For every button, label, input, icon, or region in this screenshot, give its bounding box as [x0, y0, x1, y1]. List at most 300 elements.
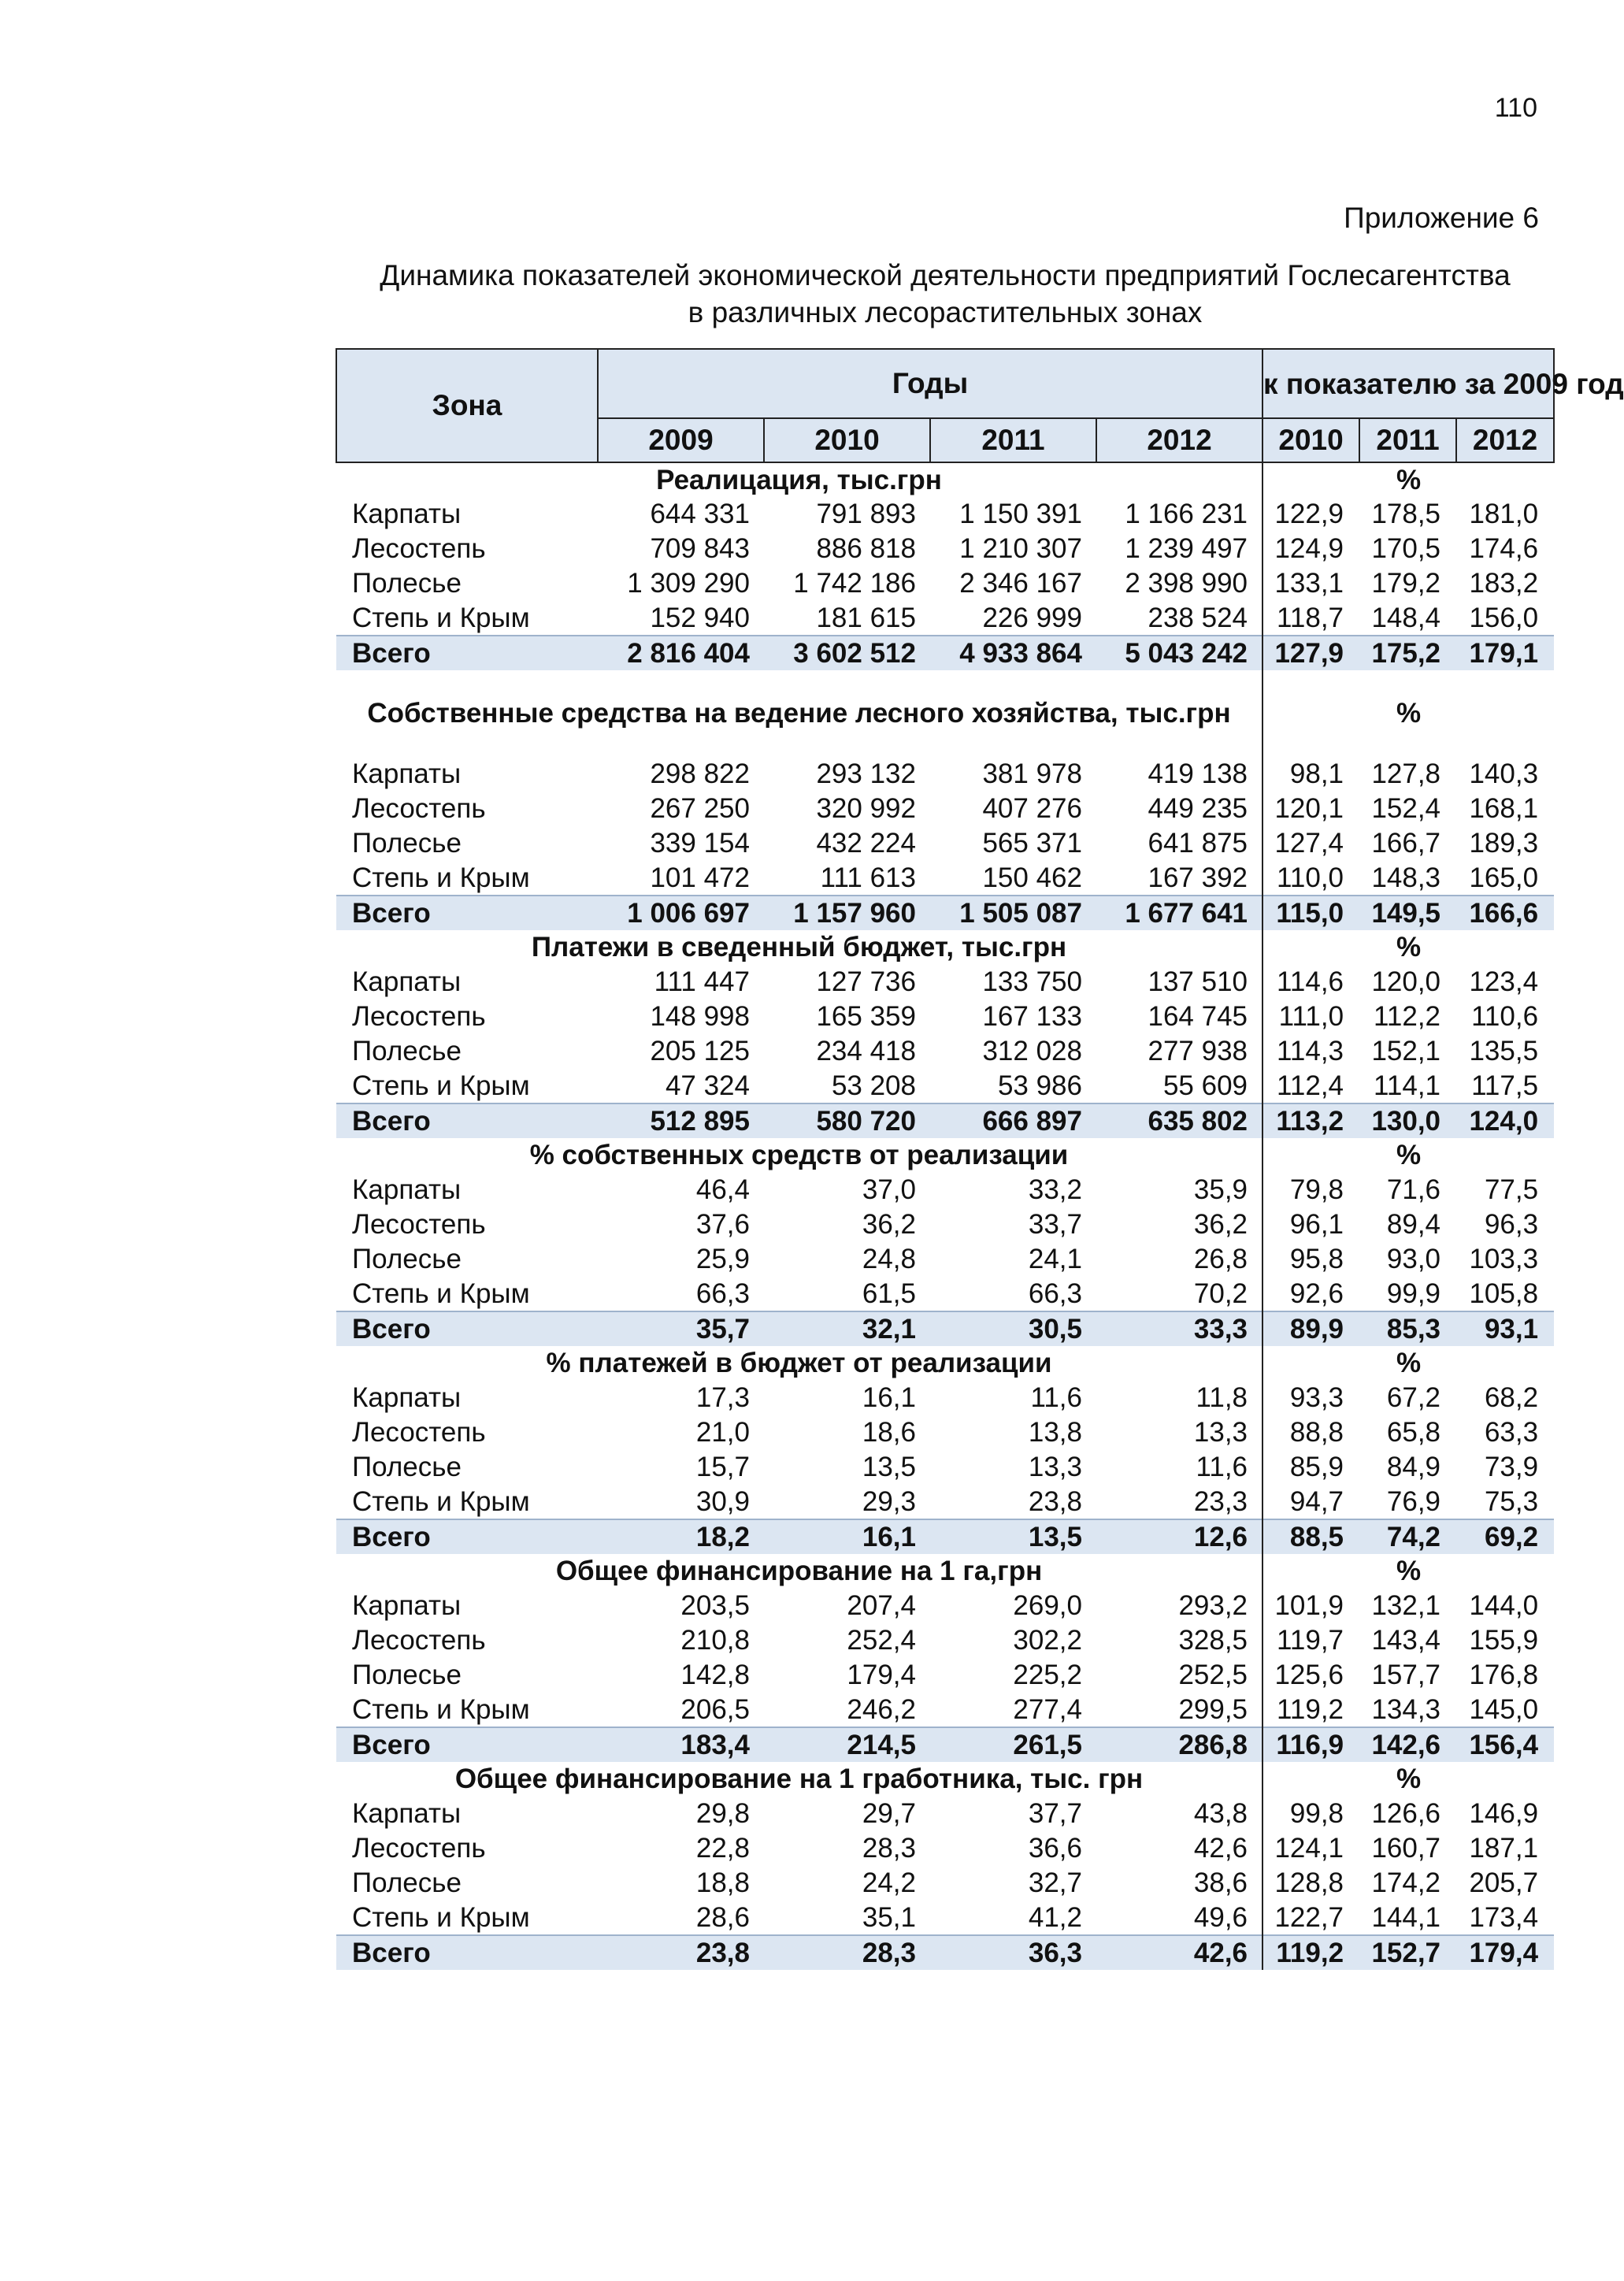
index-cell: 148,4: [1371, 602, 1441, 633]
zone-cell: Всего: [336, 1727, 598, 1762]
value-cell: 29,7: [862, 1798, 916, 1829]
indicators-table: [336, 348, 1624, 1970]
value-cell: 35,7: [598, 1311, 764, 1346]
index-cell: 99,9: [1386, 1278, 1441, 1309]
value-cell: 61,5: [862, 1278, 916, 1309]
value-cell: 24,1: [1028, 1244, 1082, 1274]
value-cell: 11,8: [1096, 1381, 1262, 1415]
section-title: Платежи в сведенный бюджет, тыс.грн: [336, 930, 1262, 965]
total-row: [336, 1727, 1554, 1762]
index-cell: 183,2: [1469, 568, 1539, 599]
value-cell: 267 250: [650, 793, 750, 824]
index-cell: 155,9: [1469, 1625, 1539, 1656]
index-cell: 124,1: [1274, 1833, 1344, 1864]
value-cell: 580 720: [764, 1103, 930, 1138]
index-cell: 181,0: [1469, 499, 1539, 529]
section-title: Общее финансирование на 1 га,грн: [336, 1554, 1262, 1589]
table-row: [336, 1415, 1554, 1450]
value-cell: 137 510: [1096, 965, 1262, 1000]
index-cell: 79,8: [1289, 1174, 1344, 1205]
value-cell: 1 309 290: [627, 568, 750, 599]
index-cell: 98,1: [1289, 758, 1344, 789]
value-cell: 165 359: [816, 1001, 916, 1032]
index-cell: 112,2: [1374, 1001, 1441, 1032]
index-cell: 135,5: [1469, 1036, 1539, 1066]
index-cell: 156,0: [1469, 602, 1539, 633]
value-cell: 37,7: [1028, 1798, 1082, 1829]
table-row: [336, 1797, 1554, 1831]
index-cell: 122,7: [1274, 1901, 1344, 1933]
index-cell: 112,4: [1277, 1070, 1344, 1101]
table-row: [336, 1000, 1554, 1034]
value-cell: 791 893: [816, 499, 916, 529]
index-cell: 120,0: [1371, 966, 1441, 997]
value-cell: 53 208: [831, 1070, 916, 1101]
index-cell: 179,1: [1456, 636, 1554, 670]
table-row: [336, 1381, 1554, 1415]
table-row: [336, 1901, 1554, 1935]
value-cell: 26,8: [1096, 1242, 1262, 1277]
zone-cell: Степь и Крым: [352, 1693, 530, 1725]
value-cell: 277,4: [1013, 1693, 1082, 1725]
header-year: 2011: [930, 418, 1096, 462]
index-cell: 149,5: [1359, 896, 1456, 930]
index-cell: 156,4: [1456, 1727, 1554, 1762]
index-cell: 115,0: [1262, 896, 1359, 930]
index-cell: 127,9: [1262, 636, 1359, 670]
table-row: [336, 1831, 1554, 1866]
value-cell: 181 615: [816, 602, 916, 633]
value-cell: 32,7: [1028, 1867, 1082, 1898]
section-title: Реалицация, тыс.грн: [336, 462, 1262, 497]
value-cell: 22,8: [695, 1833, 750, 1864]
value-cell: 226 999: [982, 602, 1082, 633]
index-cell: 152,4: [1371, 793, 1441, 824]
index-cell: 92,6: [1289, 1278, 1344, 1309]
index-cell: 157,7: [1371, 1660, 1441, 1690]
zone-cell: Полесье: [352, 1452, 462, 1482]
value-cell: 28,6: [695, 1901, 750, 1933]
value-cell: 133 750: [982, 966, 1082, 997]
value-cell: 70,2: [1096, 1277, 1262, 1311]
value-cell: 49,6: [1096, 1901, 1262, 1935]
index-cell: 116,9: [1262, 1727, 1359, 1762]
zone-cell: Лесостепь: [352, 533, 486, 564]
zone-cell: Степь и Крым: [352, 1278, 530, 1309]
value-cell: 66,3: [1028, 1278, 1082, 1309]
header-index: к показателю за 2009 год: [1262, 349, 1554, 418]
table-row: [336, 497, 1554, 532]
value-cell: 101 472: [650, 862, 750, 893]
index-cell: 77,5: [1484, 1174, 1539, 1205]
index-cell: 117,5: [1471, 1070, 1539, 1101]
index-cell: 143,4: [1371, 1625, 1441, 1656]
document-title: [299, 257, 1591, 331]
value-cell: 419 138: [1096, 757, 1262, 792]
value-cell: 66,3: [695, 1278, 750, 1309]
value-cell: 666 897: [930, 1103, 1096, 1138]
index-cell: 120,1: [1274, 793, 1344, 824]
table-row: [336, 1485, 1554, 1519]
value-cell: 299,5: [1096, 1693, 1262, 1727]
section-title: % собственных средств от реализации: [336, 1138, 1262, 1173]
value-cell: 30,9: [695, 1485, 750, 1517]
value-cell: 1 505 087: [930, 896, 1096, 930]
index-cell: 134,3: [1371, 1693, 1441, 1725]
section-unit: %: [1396, 932, 1422, 962]
total-row: [336, 1311, 1554, 1346]
value-cell: 179,4: [847, 1660, 916, 1690]
value-cell: 252,5: [1096, 1658, 1262, 1693]
value-cell: 13,8: [1028, 1417, 1082, 1448]
index-cell: 144,1: [1371, 1901, 1441, 1933]
total-row: [336, 636, 1554, 670]
section-header: [336, 1138, 1554, 1173]
index-cell: 96,1: [1289, 1209, 1344, 1240]
index-cell: 176,8: [1469, 1660, 1539, 1690]
index-cell: 160,7: [1371, 1833, 1441, 1864]
table-row: [336, 792, 1554, 826]
index-cell: 85,3: [1359, 1311, 1456, 1346]
value-cell: 407 276: [982, 793, 1082, 824]
section-unit: %: [1396, 1764, 1422, 1794]
total-row: [336, 1935, 1554, 1970]
header-year: 2009: [598, 418, 764, 462]
section-title: Общее финансирование на 1 гработника, тыс. грн: [336, 1762, 1262, 1797]
value-cell: 635 802: [1096, 1103, 1262, 1138]
index-cell: 123,4: [1469, 966, 1539, 997]
value-cell: 111 447: [654, 966, 750, 997]
value-cell: 293 132: [816, 758, 916, 789]
index-cell: 101,9: [1274, 1590, 1344, 1621]
table-row: [336, 826, 1554, 861]
zone-cell: Всего: [336, 1519, 598, 1554]
value-cell: 1 742 186: [793, 568, 916, 599]
value-cell: 277 938: [1096, 1034, 1262, 1069]
section-header: [336, 1346, 1554, 1381]
index-cell: 93,3: [1289, 1382, 1344, 1413]
index-cell: 146,9: [1469, 1798, 1539, 1829]
value-cell: 298 822: [650, 758, 750, 789]
section-header: [336, 462, 1554, 497]
table-row: [336, 1207, 1554, 1242]
table-row: [336, 1866, 1554, 1901]
zone-cell: Степь и Крым: [352, 862, 530, 893]
zone-cell: Степь и Крым: [352, 602, 530, 633]
value-cell: 16,1: [862, 1382, 916, 1413]
value-cell: 23,3: [1096, 1485, 1262, 1519]
table-row: [336, 1658, 1554, 1693]
header-years: Годы: [598, 349, 1262, 418]
value-cell: 43,8: [1096, 1797, 1262, 1831]
index-cell: 67,2: [1386, 1382, 1441, 1413]
value-cell: 150 462: [982, 862, 1082, 893]
value-cell: 293,2: [1096, 1589, 1262, 1623]
index-cell: 126,6: [1371, 1798, 1441, 1829]
index-cell: 166,6: [1456, 896, 1554, 930]
header-index-year: 2012: [1456, 418, 1554, 462]
value-cell: 286,8: [1096, 1727, 1262, 1762]
index-cell: 173,4: [1469, 1901, 1539, 1933]
value-cell: 381 978: [982, 758, 1082, 789]
value-cell: 37,6: [695, 1209, 750, 1240]
zone-cell: Всего: [336, 1311, 598, 1346]
zone-cell: Всего: [336, 1103, 598, 1138]
table-row: [336, 1069, 1554, 1103]
value-cell: 183,4: [598, 1727, 764, 1762]
value-cell: 46,4: [695, 1174, 750, 1205]
header-index-year: 2010: [1262, 418, 1359, 462]
index-cell: 114,1: [1374, 1070, 1441, 1101]
value-cell: 13,3: [1096, 1415, 1262, 1450]
table-row: [336, 757, 1554, 792]
value-cell: 4 933 864: [930, 636, 1096, 670]
index-cell: 168,1: [1469, 793, 1539, 824]
value-cell: 30,5: [930, 1311, 1096, 1346]
value-cell: 886 818: [816, 533, 916, 564]
index-cell: 119,7: [1277, 1625, 1344, 1656]
table-body: [336, 462, 1554, 1970]
value-cell: 28,3: [764, 1935, 930, 1970]
value-cell: 238 524: [1096, 601, 1262, 636]
value-cell: 35,9: [1096, 1173, 1262, 1207]
value-cell: 11,6: [1096, 1450, 1262, 1485]
index-cell: 127,8: [1371, 758, 1441, 789]
zone-cell: Полесье: [352, 828, 462, 859]
index-cell: 130,0: [1359, 1103, 1456, 1138]
value-cell: 207,4: [847, 1590, 916, 1621]
value-cell: 1 239 497: [1096, 532, 1262, 566]
value-cell: 167 133: [982, 1001, 1082, 1032]
index-cell: 84,9: [1386, 1452, 1441, 1482]
index-cell: 124,0: [1456, 1103, 1554, 1138]
zone-cell: Полесье: [352, 568, 462, 599]
value-cell: 21,0: [695, 1417, 750, 1448]
zone-cell: Лесостепь: [352, 793, 486, 824]
value-cell: 13,5: [930, 1519, 1096, 1554]
value-cell: 36,6: [1028, 1833, 1082, 1864]
index-cell: 118,7: [1277, 602, 1344, 633]
value-cell: 42,6: [1096, 1831, 1262, 1866]
zone-cell: Карпаты: [352, 758, 462, 789]
index-cell: 165,0: [1469, 862, 1539, 893]
index-cell: 63,3: [1484, 1417, 1539, 1448]
section-header: [336, 1554, 1554, 1589]
value-cell: 15,7: [695, 1452, 750, 1482]
value-cell: 13,5: [862, 1452, 916, 1482]
index-cell: 132,1: [1371, 1590, 1441, 1621]
table-row: [336, 532, 1554, 566]
index-cell: 142,6: [1359, 1727, 1456, 1762]
zone-cell: Всего: [336, 636, 598, 670]
value-cell: 565 371: [982, 828, 1082, 859]
index-cell: 175,2: [1359, 636, 1456, 670]
value-cell: 709 843: [650, 533, 750, 564]
index-cell: 93,0: [1386, 1244, 1441, 1274]
value-cell: 234 418: [816, 1036, 916, 1066]
value-cell: 32,1: [764, 1311, 930, 1346]
value-cell: 2 346 167: [959, 568, 1082, 599]
index-cell: 174,6: [1469, 533, 1539, 564]
index-cell: 122,9: [1274, 499, 1344, 529]
value-cell: 17,3: [695, 1382, 750, 1413]
index-cell: 89,4: [1386, 1209, 1441, 1240]
index-cell: 99,8: [1289, 1798, 1344, 1829]
zone-cell: Степь и Крым: [352, 1901, 530, 1933]
value-cell: 269,0: [1013, 1590, 1082, 1621]
value-cell: 25,9: [695, 1244, 750, 1274]
value-cell: 18,6: [862, 1417, 916, 1448]
section-unit: %: [1396, 698, 1422, 729]
value-cell: 33,7: [1028, 1209, 1082, 1240]
value-cell: 142,8: [680, 1660, 750, 1690]
value-cell: 312 028: [982, 1036, 1082, 1066]
index-cell: 96,3: [1484, 1209, 1539, 1240]
index-cell: 189,3: [1469, 828, 1539, 859]
table-row: [336, 965, 1554, 1000]
value-cell: 252,4: [847, 1625, 916, 1656]
index-cell: 148,3: [1371, 862, 1441, 893]
value-cell: 18,2: [598, 1519, 764, 1554]
index-cell: 88,5: [1262, 1519, 1359, 1554]
value-cell: 203,5: [680, 1590, 750, 1621]
value-cell: 13,3: [1028, 1452, 1082, 1482]
value-cell: 29,3: [862, 1485, 916, 1517]
value-cell: 432 224: [816, 828, 916, 859]
value-cell: 148 998: [650, 1001, 750, 1032]
table-row: [336, 1450, 1554, 1485]
value-cell: 24,8: [862, 1244, 916, 1274]
table-row: [336, 601, 1554, 636]
value-cell: 246,2: [847, 1693, 916, 1725]
index-cell: 127,4: [1274, 828, 1344, 859]
value-cell: 33,3: [1096, 1311, 1262, 1346]
index-cell: 114,3: [1277, 1036, 1344, 1066]
index-cell: 76,9: [1386, 1485, 1441, 1517]
index-cell: 133,1: [1274, 568, 1344, 599]
zone-cell: Степь и Крым: [352, 1485, 530, 1517]
table-row: [336, 1623, 1554, 1658]
value-cell: 164 745: [1096, 1000, 1262, 1034]
value-cell: 24,2: [862, 1867, 916, 1898]
index-cell: 125,6: [1274, 1660, 1344, 1690]
table-row: [336, 1277, 1554, 1311]
index-cell: 179,2: [1371, 568, 1441, 599]
value-cell: 205 125: [650, 1036, 750, 1066]
index-cell: 110,6: [1471, 1001, 1539, 1032]
value-cell: 33,2: [1028, 1174, 1082, 1205]
value-cell: 214,5: [764, 1727, 930, 1762]
zone-cell: Карпаты: [352, 966, 462, 997]
value-cell: 225,2: [1013, 1660, 1082, 1690]
index-cell: 119,2: [1262, 1935, 1359, 1970]
value-cell: 23,8: [1028, 1485, 1082, 1517]
index-cell: 170,5: [1371, 533, 1441, 564]
index-cell: 111,0: [1278, 1001, 1344, 1032]
value-cell: 167 392: [1096, 861, 1262, 896]
index-cell: 113,2: [1262, 1103, 1359, 1138]
index-cell: 144,0: [1469, 1590, 1539, 1621]
zone-cell: Лесостепь: [352, 1625, 486, 1656]
value-cell: 449 235: [1096, 792, 1262, 826]
section-unit: %: [1396, 464, 1422, 495]
index-cell: 73,9: [1484, 1452, 1539, 1482]
value-cell: 53 986: [997, 1070, 1082, 1101]
zone-cell: Полесье: [352, 1660, 462, 1690]
value-cell: 47 324: [665, 1070, 750, 1101]
index-cell: 110,0: [1277, 862, 1344, 893]
zone-cell: Полесье: [352, 1244, 462, 1274]
index-cell: 105,8: [1469, 1278, 1539, 1309]
value-cell: 644 331: [650, 499, 750, 529]
zone-cell: Всего: [336, 896, 598, 930]
index-cell: 65,8: [1386, 1417, 1441, 1448]
index-cell: 128,8: [1274, 1867, 1344, 1898]
index-cell: 68,2: [1484, 1382, 1539, 1413]
index-cell: 124,9: [1274, 533, 1344, 564]
value-cell: 1 166 231: [1096, 497, 1262, 532]
value-cell: 1 150 391: [959, 499, 1082, 529]
table-row: [336, 1173, 1554, 1207]
value-cell: 339 154: [650, 828, 750, 859]
index-cell: 114,6: [1277, 966, 1344, 997]
value-cell: 38,6: [1096, 1866, 1262, 1901]
index-cell: 179,4: [1456, 1935, 1554, 1970]
value-cell: 210,8: [680, 1625, 750, 1656]
index-cell: 88,8: [1289, 1417, 1344, 1448]
value-cell: 320 992: [816, 793, 916, 824]
value-cell: 11,6: [1030, 1382, 1082, 1413]
section-unit: %: [1396, 1556, 1422, 1586]
total-row: [336, 896, 1554, 930]
value-cell: 18,8: [695, 1867, 750, 1898]
section-title: % платежей в бюджет от реализации: [336, 1346, 1262, 1381]
value-cell: 28,3: [862, 1833, 916, 1864]
value-cell: 36,2: [862, 1209, 916, 1240]
index-cell: 152,7: [1359, 1935, 1456, 1970]
header-zone: Зона: [336, 349, 598, 462]
index-cell: 93,1: [1456, 1311, 1554, 1346]
value-cell: 36,2: [1096, 1207, 1262, 1242]
section-unit: %: [1396, 1348, 1422, 1378]
value-cell: 2 816 404: [598, 636, 764, 670]
value-cell: 512 895: [598, 1103, 764, 1138]
total-row: [336, 1103, 1554, 1138]
index-cell: 94,7: [1289, 1485, 1344, 1517]
index-cell: 71,6: [1386, 1174, 1441, 1205]
value-cell: 3 602 512: [764, 636, 930, 670]
zone-cell: Карпаты: [352, 1382, 462, 1413]
index-cell: 95,8: [1289, 1244, 1344, 1274]
table-row: [336, 1034, 1554, 1069]
value-cell: 12,6: [1096, 1519, 1262, 1554]
zone-cell: Карпаты: [352, 1590, 462, 1621]
value-cell: 302,2: [1013, 1625, 1082, 1656]
index-cell: 85,9: [1289, 1452, 1344, 1482]
index-cell: 187,1: [1469, 1833, 1539, 1864]
zone-cell: Лесостепь: [352, 1417, 486, 1448]
value-cell: 29,8: [695, 1798, 750, 1829]
table-row: [336, 1693, 1554, 1727]
section-header: [336, 670, 1554, 757]
value-cell: 36,3: [930, 1935, 1096, 1970]
value-cell: 1 210 307: [959, 533, 1082, 564]
value-cell: 23,8: [598, 1935, 764, 1970]
document-title-line-2: в различных лесорастительных зонах: [688, 296, 1203, 328]
total-row: [336, 1519, 1554, 1554]
header-index-year: 2011: [1359, 418, 1456, 462]
table-header: [336, 349, 1624, 462]
